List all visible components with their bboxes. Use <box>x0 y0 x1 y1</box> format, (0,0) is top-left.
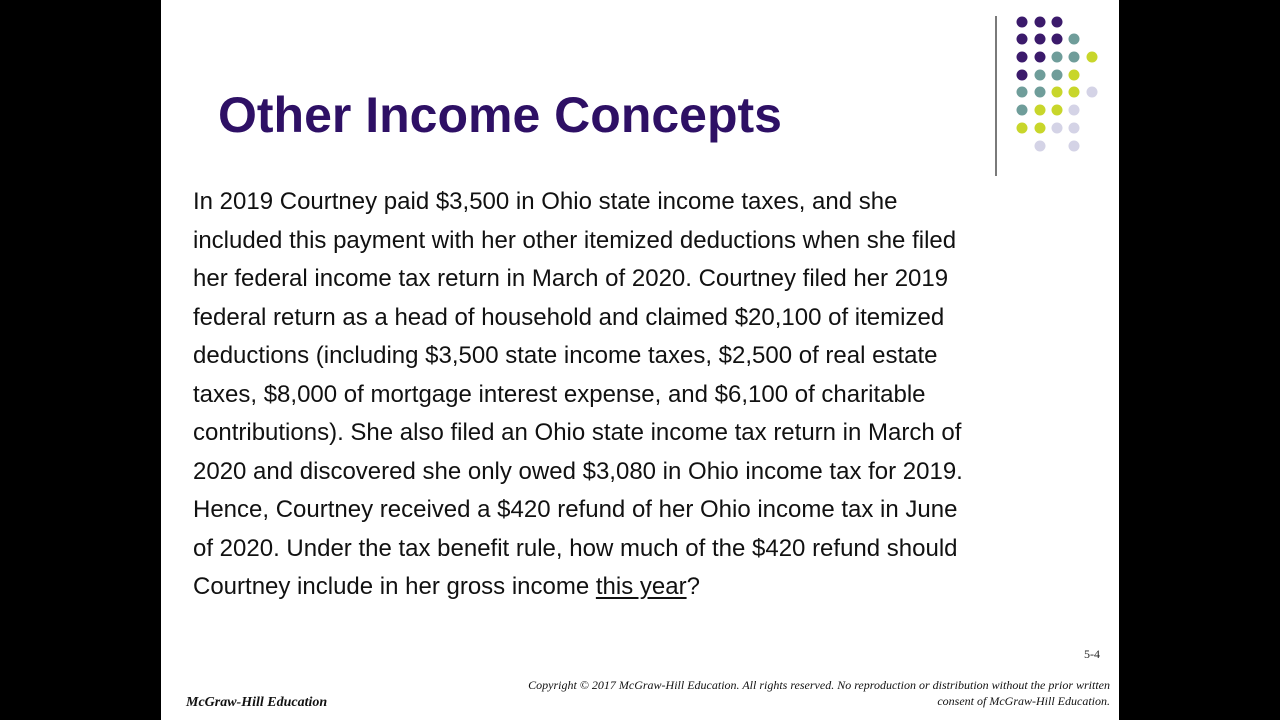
paragraph-line: Hence, Courtney received a $420 refund of her Ohio income tax in June <box>193 496 958 523</box>
dot-purple <box>1017 70 1028 81</box>
slide-number: 5-4 <box>1084 647 1100 661</box>
dot-lavender <box>1069 123 1080 134</box>
dot-teal <box>1069 34 1080 45</box>
dot-teal <box>1052 52 1063 63</box>
dot-purple <box>1035 34 1046 45</box>
dot-purple <box>1052 17 1063 28</box>
dot-lavender <box>1069 105 1080 116</box>
slide <box>161 0 1119 720</box>
copyright-line: Copyright © 2017 McGraw-Hill Education. All rights reserved. No reproduction or distribution without the prior written <box>528 678 1110 692</box>
paragraph-line: her federal income tax return in March of 2020. Courtney filed her 2019 <box>193 265 949 292</box>
emphasized-phrase: this year <box>595 573 687 600</box>
dot-teal <box>1035 70 1046 81</box>
dot-lime <box>1035 105 1046 116</box>
paragraph-line: deductions (including $3,500 state income taxes, $2,500 of real estate <box>193 342 938 369</box>
copyright-line: consent of McGraw-Hill Education. <box>937 693 1110 708</box>
question-paragraph <box>193 183 1073 607</box>
dot-teal <box>1052 70 1063 81</box>
dot-teal <box>1017 87 1028 98</box>
slide-title: Other Income Concepts <box>218 87 782 143</box>
dot-lime <box>1087 52 1098 63</box>
dot-purple <box>1052 34 1063 45</box>
dot-purple <box>1017 52 1028 63</box>
dot-lavender <box>1087 87 1098 98</box>
dot-teal <box>1035 87 1046 98</box>
dot-lime <box>1052 87 1063 98</box>
dot-lime <box>1069 87 1080 98</box>
dot-lavender <box>1035 141 1046 152</box>
dot-lavender <box>1052 123 1063 134</box>
paragraph-line: contributions). She also filed an Ohio state income tax return in March of <box>193 419 962 446</box>
dot-purple <box>1035 17 1046 28</box>
paragraph-line: federal return as a head of household and claimed $20,100 of itemized <box>193 303 945 331</box>
dot-lavender <box>1069 141 1080 152</box>
dot-purple <box>1017 17 1028 28</box>
last-line-text: Courtney include in her gross income <box>193 573 596 600</box>
dot-lime <box>1035 123 1046 134</box>
paragraph-line: 2020 and discovered she only owed $3,080 in Ohio income tax for 2019. <box>193 457 963 485</box>
dot-purple <box>1017 34 1028 45</box>
paragraph-line: of 2020. Under the tax benefit rule, how much of the $420 refund should <box>193 534 958 562</box>
dot-lime <box>1069 70 1080 81</box>
dot-purple <box>1035 52 1046 63</box>
publisher-logo-text: McGraw-Hill Education <box>186 695 328 710</box>
paragraph-line: included this payment with her other itemized deductions when she filed <box>193 226 957 254</box>
dot-lime <box>1017 123 1028 134</box>
paragraph-line: In 2019 Courtney paid $3,500 in Ohio state income taxes, and she <box>193 188 898 215</box>
decorative-dot-grid <box>161 0 1119 170</box>
copyright-notice <box>528 678 1110 709</box>
dot-lime <box>1052 105 1063 116</box>
paragraph-last-line <box>193 568 1073 607</box>
question-mark: ? <box>686 573 700 600</box>
dot-teal <box>1069 52 1080 63</box>
paragraph-line: taxes, $8,000 of mortgage interest expense, and $6,100 of charitable <box>193 380 926 408</box>
dot-teal <box>1017 105 1028 116</box>
